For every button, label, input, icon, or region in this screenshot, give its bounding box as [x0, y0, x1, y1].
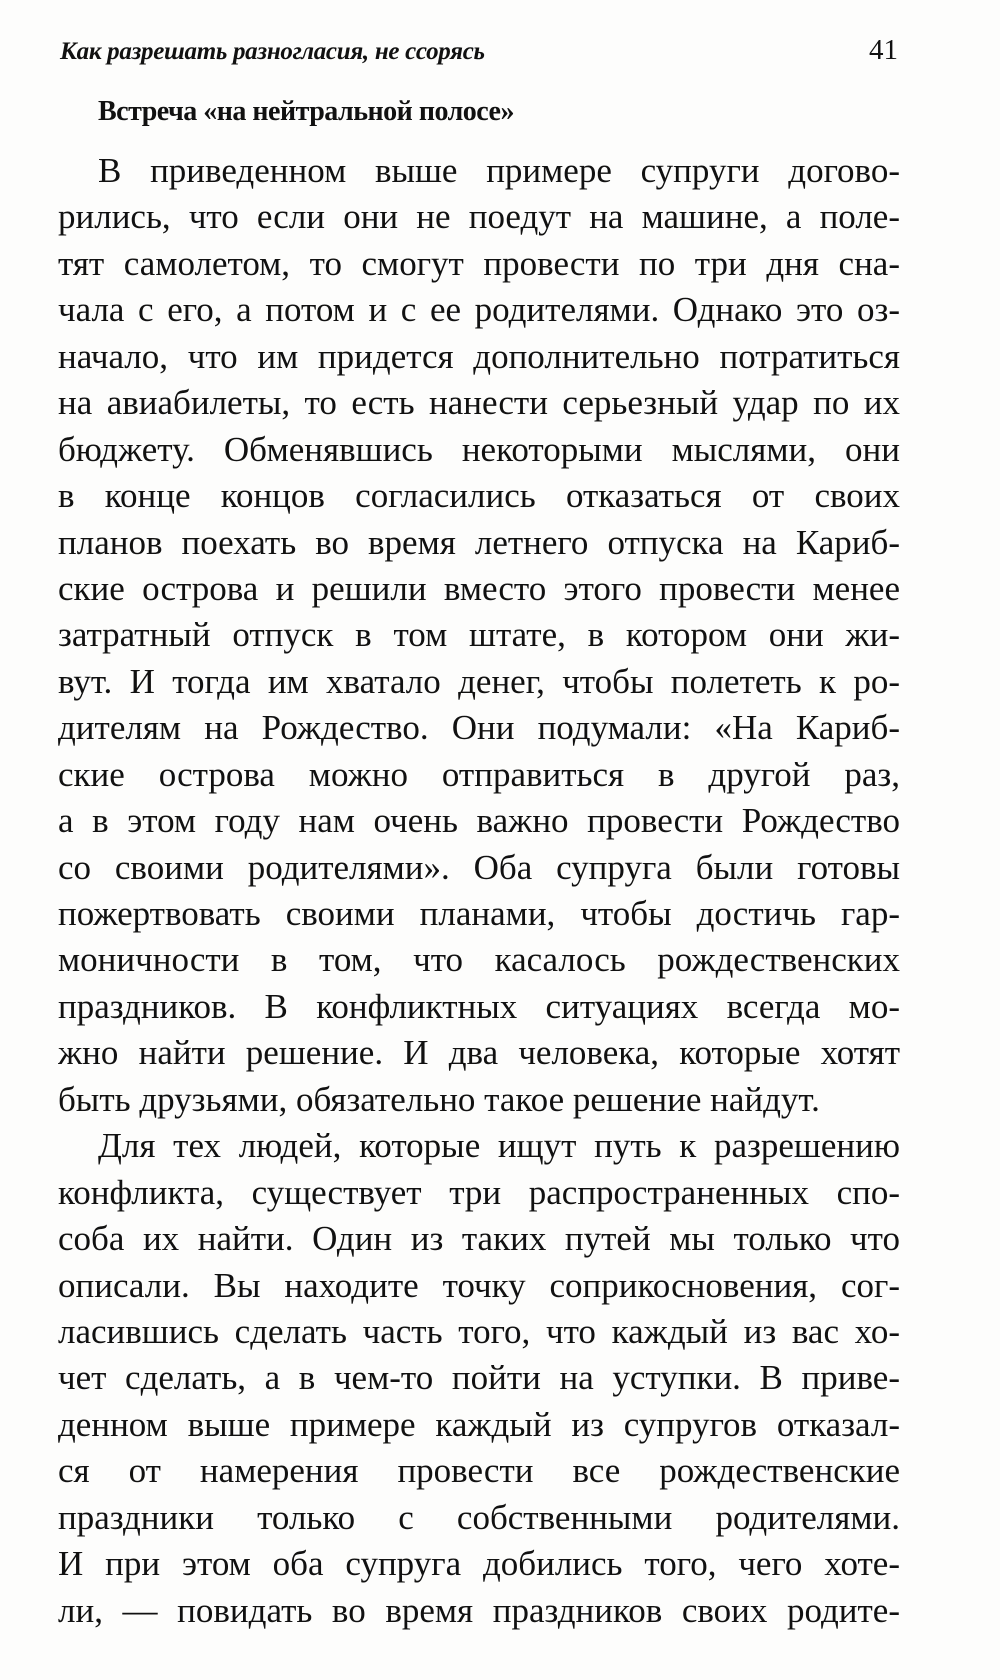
- text-line: начало, что им придется дополнительно потратиться: [58, 336, 900, 376]
- text-line: ся от намерения провести все рождественские: [58, 1451, 900, 1491]
- text-line: рились, что если они не поедут на машине, а поле-: [58, 197, 900, 237]
- text-line: в конце концов согласились отказаться от своих: [58, 476, 900, 516]
- page-number: 41: [869, 34, 898, 66]
- text-line: ласившись сделать часть того, что каждый из вас хо-: [58, 1311, 900, 1351]
- text-line: ли, — повидать во время праздников своих родите-: [58, 1590, 900, 1630]
- text-line: И при этом оба супруга добились того, чего хоте-: [58, 1544, 900, 1584]
- text-line: Для тех людей, которые ищут путь к разрешению: [98, 1126, 900, 1166]
- text-line: тят самолетом, то смогут провести по три дня сна-: [58, 243, 900, 283]
- text-line: ские острова и решили вместо этого провести менее: [58, 568, 900, 608]
- text-line: моничности в том, что касалось рождественских: [58, 940, 900, 980]
- running-head-title: Как разрешать разногласия, не ссорясь: [60, 38, 485, 65]
- text-line: пожертвовать своими планами, чтобы достичь гар-: [58, 894, 900, 933]
- section-title: Встреча «на нейтральной полосе»: [98, 96, 514, 127]
- text-line: на авиабилеты, то есть нанести серьезный удар по их: [58, 383, 900, 423]
- text-line: конфликта, существует три распространенных спо-: [58, 1172, 900, 1212]
- text-line: бюджету. Обменявшись некоторыми мыслями, они: [58, 429, 900, 469]
- body-text: [58, 148, 900, 1634]
- text-line: чала с его, а потом и с ее родителями. Однако это оз-: [58, 290, 900, 330]
- text-line: жно найти решение. И два человека, которые хотят: [58, 1033, 900, 1073]
- text-line: со своими родителями». Оба супруга были готовы: [58, 847, 900, 887]
- paragraph-2: [58, 1123, 900, 1634]
- text-line: а в этом году нам очень важно провести Рождество: [58, 801, 900, 841]
- text-line: соба их найти. Один из таких путей мы только что: [58, 1219, 900, 1259]
- paragraph-1: [58, 148, 900, 1123]
- text-line: праздники только с собственными родителями.: [58, 1497, 900, 1537]
- text-line: затратный отпуск в том штате, в котором они жи-: [58, 615, 900, 655]
- text-line: ские острова можно отправиться в другой раз,: [58, 754, 900, 794]
- text-line: описали. Вы находите точку соприкосновения, сог-: [58, 1265, 900, 1305]
- text-line: чет сделать, а в чем-то пойти на уступки. В приве-: [58, 1358, 900, 1398]
- text-line: вут. И тогда им хватало денег, чтобы полететь к ро-: [58, 661, 900, 701]
- text-line: денном выше примере каждый из супругов отказал-: [58, 1404, 900, 1444]
- text-line: праздников. В конфликтных ситуациях всегда мо-: [58, 986, 900, 1026]
- text-line: быть друзьями, обязательно такое решение найдут.: [58, 1079, 820, 1119]
- text-line: В приведенном выше примере супруги догово-: [98, 151, 900, 190]
- text-line: планов поехать во время летнего отпуска на Кариб-: [58, 522, 900, 562]
- text-line: дителям на Рождество. Они подумали: «На Кариб-: [58, 708, 900, 748]
